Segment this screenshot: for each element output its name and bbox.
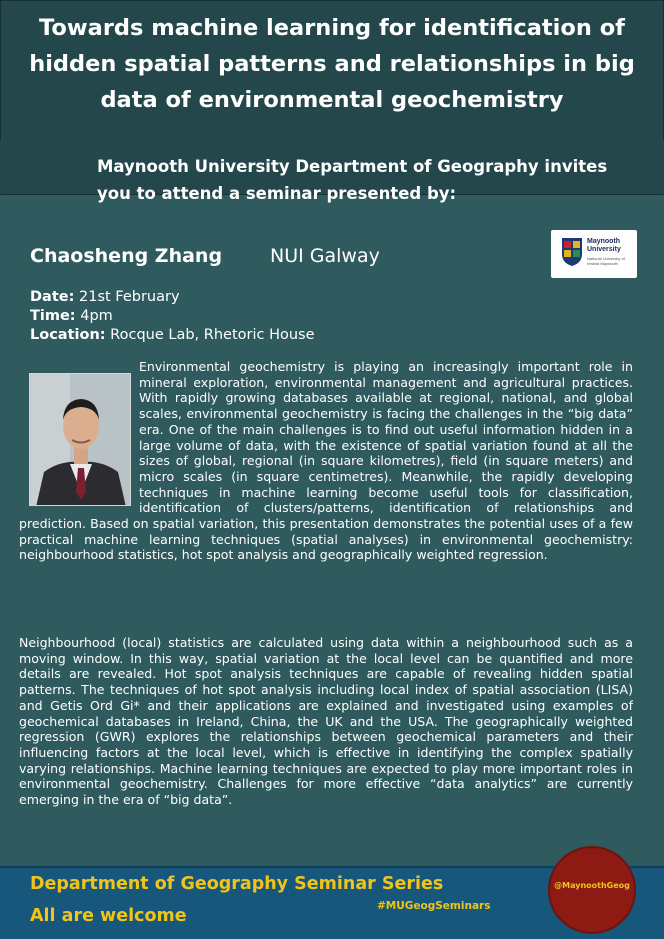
seminar-series-label: Department of Geography Seminar Series xyxy=(30,874,444,894)
invitation-text: Maynooth University Department of Geography invites you to attend a seminar presented by: xyxy=(97,157,608,203)
twitter-handle-badge xyxy=(550,848,634,932)
location-value: Rocque Lab, Rhetoric House xyxy=(105,327,315,343)
welcome-label: All are welcome xyxy=(30,906,187,926)
abstract-text-1: Environmental geochemistry is playing an increasingly important role in mineral exploration, environmental management and agricultural practices. With rapidly growing databases available at regional, national, and global scales, environmental geochemistry is facing the challenges in the “big data” era. One of the main challenges is to find out useful information hidden in a large volume of data, with the existence of spatial variation found at all the sizes of global, regional (in square kilometres), field (in square meters) and micro scales (in square centimetres). Meanwhile, the rapidly developing techniques in machine learning become useful tools for classification, identification of clusters/patterns, identification of relationships and prediction. Based on spatial variation, this presentation demonstrates the potential uses of a few practical machine learning techniques (spatial analyses) in environmental geochemistry: neighbourhood statistics, hot spot analysis and geographically weighted regression. xyxy=(19,359,633,563)
abstract-paragraph-2: Neighbourhood (local) statistics are calculated using data within a neighbourhood such as a moving window. In this way, spatial variation at the local level can be quantified and more details are revealed. Hot spot analysis techniques are capable of revealing hidden spatial patterns. The techniques of hot spot analysis including local index of spatial association (LISA) and Getis Ord Gi* and their applications are explained and investigated using examples of geochemical databases in Ireland, China, the UK and the USA. The geographically weighted regression (GWR) explores the relationships between geochemical parameters and their influencing factors at the local level, which is effective in identifying the complex spatially varying relationships. Machine learning techniques are expected to play more important roles in environmental geochemistry. Challenges for more effective “data analytics” are currently emerging in the era of “big data”. xyxy=(19,635,633,808)
location-row xyxy=(30,326,315,345)
speaker-affiliation: NUI Galway xyxy=(270,245,380,267)
crest-icon xyxy=(561,237,583,267)
time-row xyxy=(30,307,315,326)
date-label: Date: xyxy=(30,289,75,305)
logo-subtitle: National University of Ireland Maynooth xyxy=(587,256,625,266)
date-row xyxy=(30,288,315,307)
speaker-photo xyxy=(29,373,131,506)
seminar-title: Towards machine learning for identification of hidden spatial patterns and relationships in big data of environmental geochemistry xyxy=(29,15,635,113)
location-label: Location: xyxy=(30,327,106,343)
speaker-name: Chaosheng Zhang xyxy=(30,245,223,267)
time-label: Time: xyxy=(30,308,76,324)
twitter-handle: @MaynoothGeog xyxy=(554,881,630,890)
date-value: 21st February xyxy=(74,289,180,305)
time-value: 4pm xyxy=(75,308,113,324)
logo-name: Maynooth University xyxy=(587,238,621,253)
university-logo xyxy=(551,230,637,278)
event-details xyxy=(30,288,315,345)
abstract-paragraph-1 xyxy=(19,359,633,563)
hashtag-label: #MUGeogSeminars xyxy=(377,900,491,912)
